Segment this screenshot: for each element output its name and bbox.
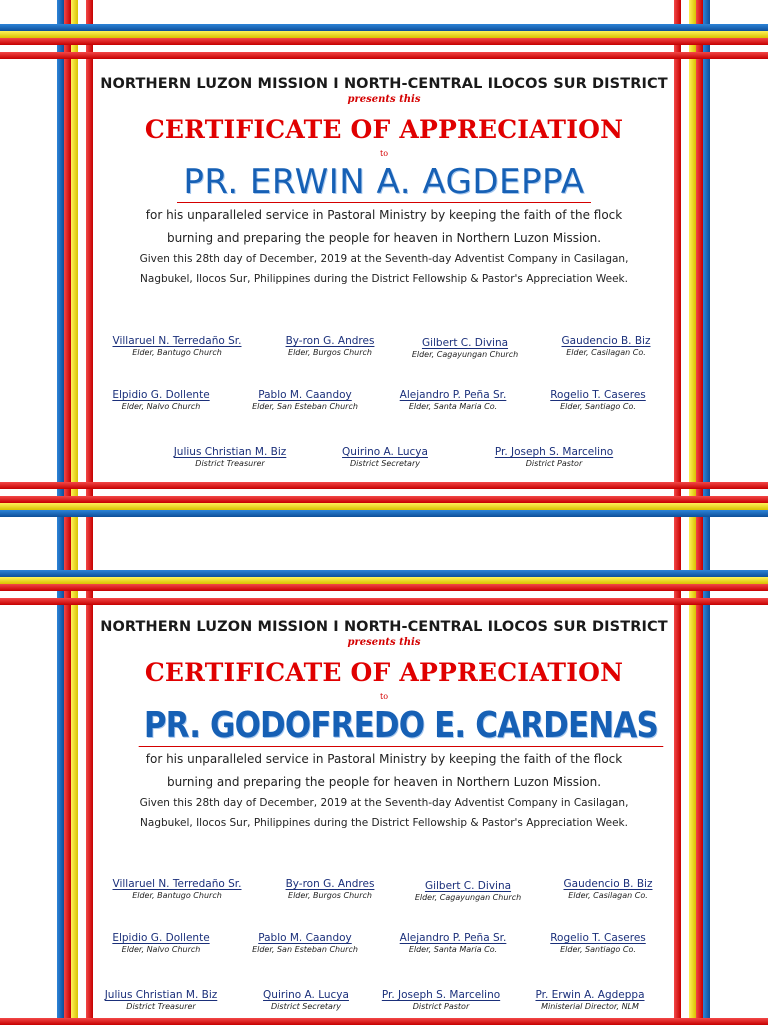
signatory <box>310 446 460 468</box>
signatory <box>378 389 528 411</box>
signatory-role: Elder, Santa Maria Co. <box>408 945 498 954</box>
signatory-name: Elpidio G. Dollente <box>112 932 210 944</box>
certificate-2 <box>96 619 672 833</box>
signatory-name: Quirino A. Lucya <box>263 989 349 1001</box>
frame-stripe-red-bottom-1-inner <box>0 482 768 489</box>
signatory-role: Elder, Burgos Church <box>288 891 372 900</box>
signatory <box>533 878 683 900</box>
citation-line-2: burning and preparing the people for heaven in Northern Luzon Mission. <box>166 775 602 789</box>
frame-stripe-blue-top-2 <box>0 570 768 577</box>
signatory-name: Pablo M. Caandoy <box>258 389 352 401</box>
signatory <box>531 335 681 357</box>
signatory <box>231 989 381 1011</box>
signatory <box>86 989 236 1011</box>
citation-line-2: burning and preparing the people for heaven in Northern Luzon Mission. <box>166 231 602 245</box>
signatory <box>230 932 380 954</box>
signatory <box>86 932 236 954</box>
signatory <box>378 932 528 954</box>
organization-heading: NORTHERN LUZON MISSION I NORTH-CENTRAL ILOCOS SUR DISTRICT <box>100 76 668 92</box>
signatory-name: By-ron G. Andres <box>285 335 375 347</box>
signatory-role: Elder, Nalvo Church <box>121 945 201 954</box>
signatory <box>230 389 380 411</box>
frame-stripe-red-bottom-1 <box>0 496 768 503</box>
frame-stripe-yellow-bottom-1 <box>0 503 768 510</box>
to-line: to <box>379 149 389 158</box>
citation-line-1: for his unparalleled service in Pastoral Ministry by keeping the faith of the flock <box>145 752 623 766</box>
signatory-role: District Treasurer <box>126 1002 196 1011</box>
citation-line-3: Given this 28th day of December, 2019 at the Seventh-day Adventist Company in Casilagan, <box>139 797 629 809</box>
signatory-name: Villaruel N. Terredaño Sr. <box>112 335 242 347</box>
recipient-name: PR. GODOFREDO E. CARDENAS <box>139 705 663 747</box>
signatory-role: Elder, Burgos Church <box>288 348 372 357</box>
signatory-name: Rogelio T. Caseres <box>550 389 646 401</box>
signatory <box>102 878 252 900</box>
certificate-title: CERTIFICATE OF APPRECIATION <box>144 115 624 144</box>
signatory-name: Pr. Joseph S. Marcelino <box>494 446 614 458</box>
signatory-role: District Treasurer <box>195 459 265 468</box>
certificate-1 <box>96 76 672 289</box>
signatory-name: Gilbert C. Divina <box>421 337 509 349</box>
signatory-role: Elder, Bantugo Church <box>132 348 222 357</box>
signatory-name: Pr. Joseph S. Marcelino <box>381 989 501 1001</box>
signatory-role: District Secretary <box>271 1002 341 1011</box>
signatory-name: Alejandro P. Peña Sr. <box>399 389 507 401</box>
signatory-role: Elder, San Esteban Church <box>252 945 358 954</box>
signatory-name: Gaudencio B. Biz <box>561 335 651 347</box>
signatory-name: Julius Christian M. Biz <box>173 446 287 458</box>
signatory-role: Elder, Santa Maria Co. <box>408 402 498 411</box>
signatory-name: Pablo M. Caandoy <box>258 932 352 944</box>
frame-stripe-red-top-1-inner <box>0 52 768 59</box>
certificate-title: CERTIFICATE OF APPRECIATION <box>144 658 624 687</box>
signatory-role: Elder, Casilagan Co. <box>566 348 646 357</box>
signatory-role: Elder, Casilagan Co. <box>568 891 648 900</box>
signatory-name: Alejandro P. Peña Sr. <box>399 932 507 944</box>
signatory-role: Elder, Bantugo Church <box>132 891 222 900</box>
signatory-name: Villaruel N. Terredaño Sr. <box>112 878 242 890</box>
signatory <box>86 389 236 411</box>
signatory-role: Ministerial Director, NLM <box>541 1002 639 1011</box>
signatory-role: District Pastor <box>412 1002 470 1011</box>
signatory <box>523 932 673 954</box>
frame-stripe-blue-bottom-1 <box>0 510 768 517</box>
recipient-name: PR. ERWIN A. AGDEPPA <box>177 162 590 203</box>
signatory-role: District Secretary <box>350 459 420 468</box>
signatory-role: Elder, Nalvo Church <box>121 402 201 411</box>
signatory-name: Gaudencio B. Biz <box>563 878 653 890</box>
signatory-role: Elder, Cagayungan Church <box>414 893 522 902</box>
citation-line-3: Given this 28th day of December, 2019 at the Seventh-day Adventist Company in Casilagan, <box>139 253 629 265</box>
citation-line-4: Nagbukel, Ilocos Sur, Philippines during the District Fellowship & Pastor's Appreciation Week. <box>140 817 628 829</box>
frame-stripe-yellow-top-2 <box>0 577 768 584</box>
frame-stripe-blue-top-1 <box>0 24 768 31</box>
signatory <box>366 989 516 1011</box>
frame-stripe-yellow-top-1 <box>0 31 768 38</box>
frame-stripe-red-top-2-inner <box>0 598 768 605</box>
frame-stripe-red-top-1 <box>0 38 768 45</box>
citation-line-1: for his unparalleled service in Pastoral Ministry by keeping the faith of the flock <box>145 208 623 222</box>
signatory <box>479 446 629 468</box>
signatory-role: District Pastor <box>525 459 583 468</box>
signatory-role: Elder, Santiago Co. <box>560 402 636 411</box>
presents-line: presents this <box>347 637 421 648</box>
signatory <box>523 389 673 411</box>
frame-stripe-red-top-2 <box>0 584 768 591</box>
presents-line: presents this <box>347 94 421 105</box>
signatory-role: Elder, Santiago Co. <box>560 945 636 954</box>
signatory-name: By-ron G. Andres <box>285 878 375 890</box>
signatory <box>515 989 665 1011</box>
signatory <box>255 878 405 900</box>
signatory <box>393 880 543 902</box>
to-line: to <box>379 692 389 701</box>
signatory-name: Pr. Erwin A. Agdeppa <box>535 989 645 1001</box>
signatory <box>102 335 252 357</box>
signatory-name: Julius Christian M. Biz <box>104 989 218 1001</box>
signatory-name: Gilbert C. Divina <box>424 880 512 892</box>
signatory-role: Elder, Cagayungan Church <box>411 350 519 359</box>
signatory-name: Elpidio G. Dollente <box>112 389 210 401</box>
signatory <box>255 335 405 357</box>
citation-line-4: Nagbukel, Ilocos Sur, Philippines during the District Fellowship & Pastor's Appreciation Week. <box>140 273 628 285</box>
signatory-role: Elder, San Esteban Church <box>252 402 358 411</box>
organization-heading: NORTHERN LUZON MISSION I NORTH-CENTRAL ILOCOS SUR DISTRICT <box>100 619 668 635</box>
signatory-name: Quirino A. Lucya <box>342 446 428 458</box>
signatory <box>155 446 305 468</box>
signatory-name: Rogelio T. Caseres <box>550 932 646 944</box>
signatory <box>390 337 540 359</box>
